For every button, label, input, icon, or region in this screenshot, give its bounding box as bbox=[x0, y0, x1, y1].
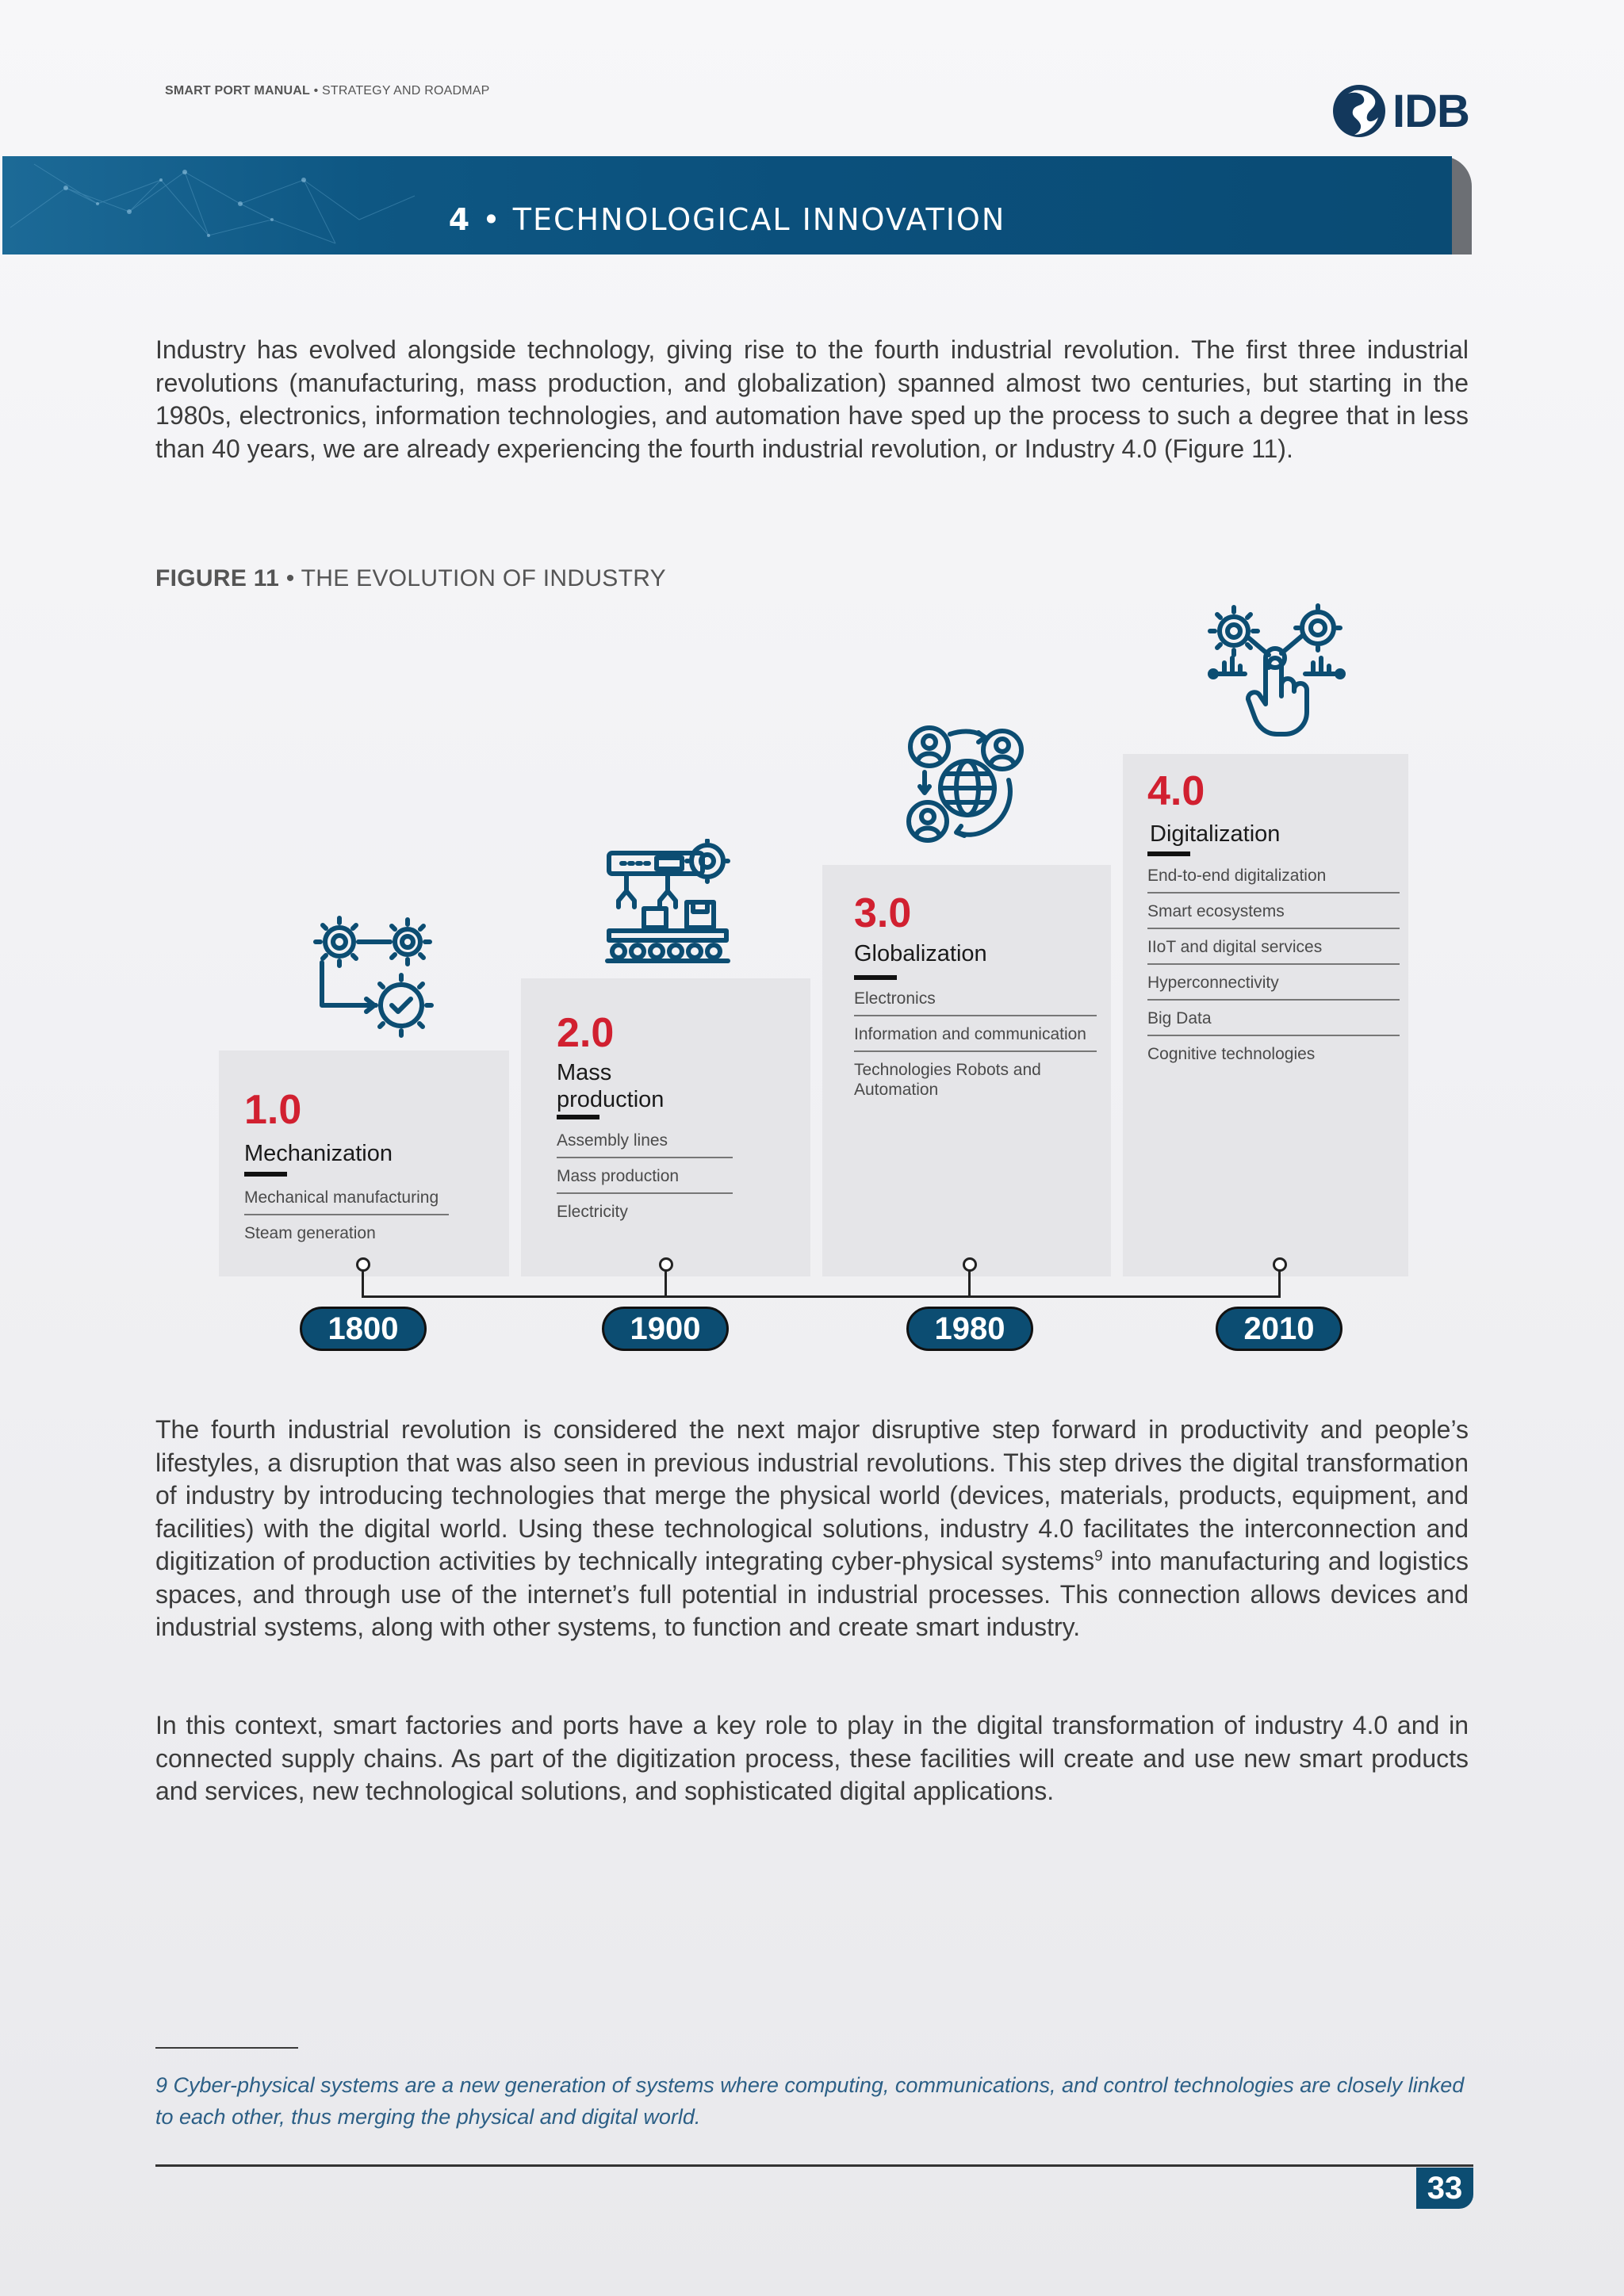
list-item: Hyperconnectivity bbox=[1147, 965, 1400, 1001]
chapter-separator: • bbox=[471, 202, 513, 237]
year-pill-1800: 1800 bbox=[300, 1307, 427, 1351]
stage-number-4: 4.0 bbox=[1147, 768, 1205, 814]
idb-logo bbox=[1331, 82, 1478, 140]
footnote: 9 Cyber-physical systems are a new generation of systems where computing, communications, and control technologies are closely linked to each other, thus merging the physical and digital world. bbox=[155, 2073, 1465, 2129]
stage-underline-2 bbox=[557, 1115, 599, 1119]
stage-number-1: 1.0 bbox=[244, 1087, 302, 1133]
stage-underline-1 bbox=[244, 1172, 287, 1177]
logo-text: IDB bbox=[1392, 85, 1469, 137]
stage-number-3: 3.0 bbox=[854, 890, 912, 936]
list-item: Smart ecosystems bbox=[1147, 894, 1400, 929]
page-number: 33 bbox=[1416, 2168, 1473, 2209]
figure-label: FIGURE 11 bbox=[155, 565, 280, 591]
list-item: Mass production bbox=[557, 1158, 733, 1194]
stage-items-3 bbox=[854, 981, 1097, 1106]
timeline-stem-1900 bbox=[665, 1270, 667, 1297]
stage-title-2: Mass production bbox=[557, 1060, 665, 1112]
list-item: End-to-end digitalization bbox=[1147, 858, 1400, 894]
running-head bbox=[165, 84, 490, 98]
list-item: Information and communication bbox=[854, 1016, 1097, 1052]
list-item: Steam generation bbox=[244, 1224, 376, 1242]
stage-underline-4 bbox=[1147, 851, 1190, 856]
timeline-stem-2010 bbox=[1278, 1270, 1281, 1297]
timeline-axis bbox=[362, 1295, 1281, 1298]
figure-title: THE EVOLUTION OF INDUSTRY bbox=[301, 565, 666, 591]
chapter-number: 4 bbox=[448, 202, 472, 237]
footnote-reference: 9 bbox=[1094, 1548, 1103, 1565]
list-item: Cognitive technologies bbox=[1147, 1045, 1316, 1063]
intro-paragraph: Industry has evolved alongside technology, giving rise to the fourth industrial revolution. The first three industrial revolutions (manufacturing, mass production, and globalization) spanned almost two centuries, but starting in the 1980s, electronics, information technologies, and automation have sped up the process to such a degree that in less than 40 years, we are already experiencing the fourth industrial revolution, or Industry 4.0 (Figure 11). bbox=[155, 335, 1469, 463]
list-item: Big Data bbox=[1147, 1001, 1400, 1036]
stage-title-1: Mechanization bbox=[244, 1141, 393, 1166]
stage-items-1 bbox=[244, 1180, 449, 1249]
year-pill-1980: 1980 bbox=[906, 1307, 1033, 1351]
globe-people-icon bbox=[902, 723, 1029, 850]
stage-items-4 bbox=[1147, 858, 1400, 1070]
timeline-stem-1800 bbox=[362, 1270, 364, 1297]
footer-rule bbox=[155, 2164, 1473, 2167]
timeline-stem-1980 bbox=[968, 1270, 971, 1297]
list-item: Mechanical manufacturing bbox=[244, 1180, 449, 1215]
list-item: Technologies Robots and Automation bbox=[854, 1061, 1041, 1099]
stage-items-2 bbox=[557, 1123, 733, 1228]
globe-logo-icon bbox=[1331, 82, 1388, 140]
running-head-separator: • bbox=[309, 84, 323, 98]
figure-separator: • bbox=[279, 565, 301, 591]
year-pill-1900: 1900 bbox=[602, 1307, 729, 1351]
stage-title-4: Digitalization bbox=[1150, 821, 1281, 847]
chapter-name: TECHNOLOGICAL INNOVATION bbox=[512, 202, 1006, 237]
doc-title: SMART PORT MANUAL bbox=[165, 84, 310, 98]
list-item: Electronics bbox=[854, 981, 1097, 1016]
paragraph-2-text-a: The fourth industrial revolution is considered the next major disruptive step forward in productivity and people’s lifestyles, a disruption that was also seen in previous industrial revolutions. This step drives the digital transformation of industry by introducing technologies that merge the physical world (devices, materials, products, equipment, and facilities) with the digital world. Using these technological solutions, industry 4.0 facilitates the interconnection and digitization of production activities by technically integrating cyber-physical systems bbox=[155, 1415, 1469, 1575]
list-item: Assembly lines bbox=[557, 1123, 733, 1158]
chapter-banner bbox=[2, 156, 1452, 254]
stage-underline-3 bbox=[854, 975, 897, 980]
doc-subtitle: STRATEGY AND ROADMAP bbox=[322, 84, 490, 98]
body-paragraph-2 bbox=[155, 1414, 1469, 1644]
stage-number-2: 2.0 bbox=[557, 1010, 615, 1056]
assembly-line-icon bbox=[604, 839, 731, 966]
footnote-rule bbox=[155, 2047, 298, 2049]
chapter-title bbox=[2, 202, 1452, 237]
gears-check-icon bbox=[309, 913, 436, 1040]
paragraph-2-text-b: into manufacturing and logistics spaces, and through use of the internet’s full potential in industrial processes. This connection allows devices and industrial systems, along with other systems, to function and create smart industry. bbox=[155, 1547, 1469, 1641]
stage-title-3: Globalization bbox=[854, 941, 987, 966]
figure-caption bbox=[155, 565, 666, 592]
list-item: IIoT and digital services bbox=[1147, 929, 1400, 965]
touch-network-icon bbox=[1205, 603, 1348, 739]
year-pill-2010: 2010 bbox=[1216, 1307, 1342, 1351]
body-paragraph-3: In this context, smart factories and ports have a key role to play in the digital transformation of industry 4.0 and in connected supply chains. As part of the digitization process, these facilities will create and use new smart products and services, new technological solutions, and sophisticated digital applications. bbox=[155, 1711, 1469, 1805]
list-item: Electricity bbox=[557, 1203, 628, 1221]
